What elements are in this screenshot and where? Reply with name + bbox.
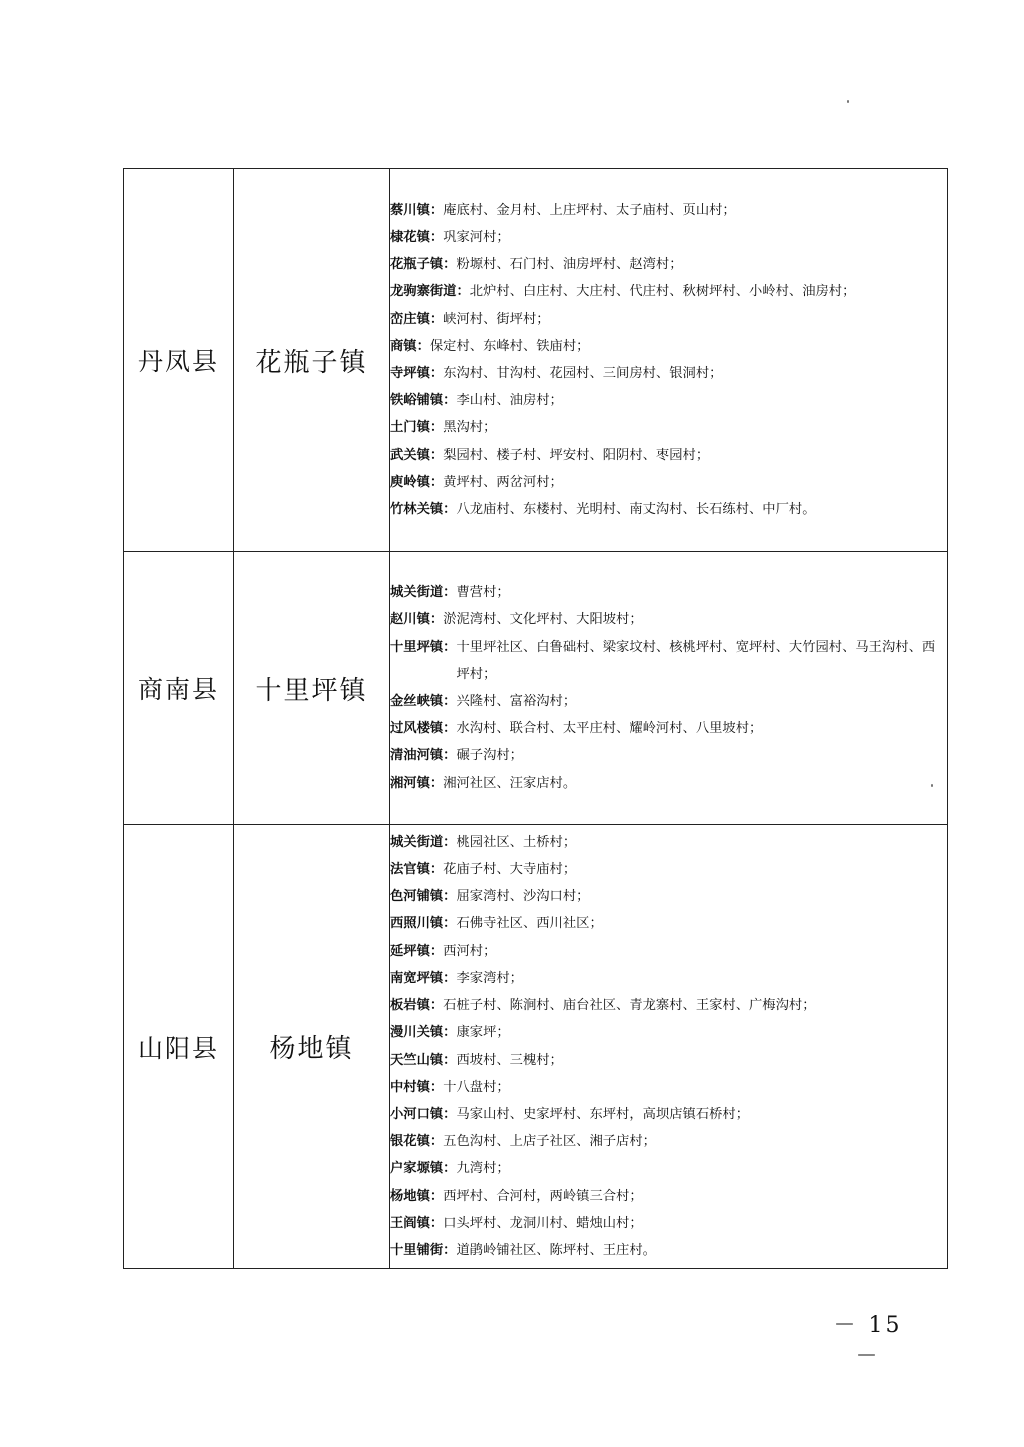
entry-village-list: 十八盘村； bbox=[443, 1079, 510, 1095]
selected-town-cell: 杨地镇 bbox=[234, 825, 390, 1269]
entry-village-list: 屈家湾村、沙沟口村； bbox=[456, 889, 590, 905]
entry-village-list: 庵底村、金月村、上庄坪村、太子庙村、页山村； bbox=[443, 202, 736, 218]
entry-town-name: 武关镇： bbox=[390, 447, 444, 463]
entry-village-list: 粉塬村、石门村、油房坪村、赵湾村； bbox=[456, 257, 683, 273]
entry-town-name: 过风楼镇： bbox=[390, 721, 457, 737]
entry-town-name: 南宽坪镇： bbox=[390, 970, 457, 986]
entry-town-name: 寺坪镇： bbox=[390, 366, 444, 381]
page-number: － 15 － bbox=[833, 1313, 903, 1369]
entry-village-list: 西坡村、三槐村； bbox=[456, 1052, 563, 1068]
entry-town-name: 城关街道： bbox=[390, 834, 457, 850]
entry-town-name: 王阎镇： bbox=[390, 1215, 444, 1231]
entry-town-name: 法官镇： bbox=[390, 862, 444, 878]
villages-cell bbox=[390, 169, 948, 552]
village-entry bbox=[390, 251, 947, 278]
entry-village-list: 西河村； bbox=[443, 943, 497, 959]
entry-town-name: 板岩镇： bbox=[390, 998, 444, 1014]
entry-town-name: 西照川镇： bbox=[390, 916, 457, 932]
village-entry bbox=[390, 496, 947, 523]
entry-village-list: 八龙庙村、东楼村、光明村、南丈沟村、长石练村、中厂村。 bbox=[456, 502, 816, 518]
selected-town-cell: 花瓶子镇 bbox=[234, 169, 390, 552]
village-entry bbox=[390, 1210, 947, 1237]
entry-town-name: 土门镇： bbox=[390, 420, 444, 436]
village-entry bbox=[390, 829, 947, 856]
village-entry bbox=[390, 1128, 947, 1155]
entry-village-list: 康家坪； bbox=[456, 1025, 510, 1041]
village-entry bbox=[390, 715, 947, 742]
entry-village-list: 东沟村、甘沟村、花园村、三间房村、银洞村； bbox=[443, 366, 723, 381]
village-entry bbox=[390, 1074, 947, 1101]
entry-village-list: 黑沟村； bbox=[443, 420, 497, 436]
entry-village-list: 花庙子村、大寺庙村； bbox=[443, 862, 577, 878]
village-entry bbox=[390, 442, 947, 469]
entry-town-name: 龙驹寨街道： bbox=[390, 284, 470, 300]
villages-cell bbox=[390, 552, 948, 825]
entry-village-list: 梨园村、楼子村、坪安村、阳阴村、枣园村； bbox=[443, 447, 710, 463]
village-entry bbox=[390, 992, 947, 1019]
selected-town-cell: 十里坪镇 bbox=[234, 552, 390, 825]
entry-village-list: 石佛寺社区、西川社区； bbox=[456, 916, 603, 932]
village-entry bbox=[390, 883, 947, 910]
entry-town-name: 漫川关镇： bbox=[390, 1025, 457, 1041]
scan-speck bbox=[847, 100, 849, 103]
village-entry bbox=[390, 634, 947, 688]
village-entry bbox=[390, 1101, 947, 1128]
entry-town-name: 银花镇： bbox=[390, 1134, 444, 1150]
county-cell: 商南县 bbox=[124, 552, 234, 825]
entry-town-name: 赵川镇： bbox=[390, 612, 444, 628]
entry-town-name: 杨地镇： bbox=[390, 1188, 444, 1204]
village-entry bbox=[390, 742, 947, 769]
entry-town-name: 延坪镇： bbox=[390, 943, 444, 959]
entry-town-name: 十里坪镇： bbox=[390, 639, 457, 655]
village-entry bbox=[390, 224, 947, 251]
entry-village-list: 北炉村、白庄村、大庄村、代庄村、秋树坪村、小岭村、油房村； bbox=[469, 284, 856, 300]
entry-village-list: 九湾村； bbox=[456, 1161, 510, 1177]
entry-village-list: 五色沟村、上店子社区、湘子店村； bbox=[443, 1134, 656, 1150]
entry-village-list: 保定村、东峰村、铁庙村； bbox=[429, 338, 590, 354]
village-entry bbox=[390, 770, 947, 797]
entry-village-list: 水沟村、联合村、太平庄村、耀岭河村、八里坡村； bbox=[456, 721, 763, 737]
entry-village-list: 曹营村； bbox=[456, 585, 510, 601]
entry-village-list: 湘河社区、汪家店村。 bbox=[443, 775, 577, 791]
village-entry bbox=[390, 360, 947, 387]
entry-village-list: 李山村、油房村； bbox=[456, 393, 563, 409]
entry-town-name: 清油河镇： bbox=[390, 748, 457, 764]
entry-village-list: 石桩子村、陈涧村、庙台社区、青龙寨村、王家村、广梅沟村； bbox=[443, 998, 816, 1014]
entry-town-name: 十里铺街： bbox=[390, 1242, 457, 1258]
village-entry bbox=[390, 579, 947, 606]
village-entry bbox=[390, 306, 947, 333]
village-entry bbox=[390, 387, 947, 414]
village-entry bbox=[390, 938, 947, 965]
entry-village-list: 口头坪村、龙洞川村、蜡烛山村； bbox=[443, 1215, 643, 1231]
village-entry bbox=[390, 469, 947, 496]
table-row bbox=[124, 825, 948, 1269]
village-entry bbox=[390, 910, 947, 937]
entry-town-name: 庾岭镇： bbox=[390, 474, 444, 490]
village-entry bbox=[390, 278, 947, 305]
village-table bbox=[123, 168, 948, 1269]
village-entry bbox=[390, 1019, 947, 1046]
village-entry bbox=[390, 197, 947, 224]
entry-village-list: 道鹃岭铺社区、陈坪村、王庄村。 bbox=[456, 1242, 656, 1258]
table-row bbox=[124, 552, 948, 825]
entry-village-list: 峡河村、街坪村； bbox=[443, 311, 550, 327]
entry-village-list: 巩家河村； bbox=[443, 229, 510, 245]
entry-town-name: 湘河镇： bbox=[390, 775, 444, 791]
entry-village-list: 桃园社区、土桥村； bbox=[456, 834, 577, 850]
county-cell: 山阳县 bbox=[124, 825, 234, 1269]
table-body bbox=[124, 169, 948, 1269]
village-entry bbox=[390, 965, 947, 992]
village-entry bbox=[390, 688, 947, 715]
village-entry bbox=[390, 1155, 947, 1182]
village-entry bbox=[390, 414, 947, 441]
village-entry bbox=[390, 1047, 947, 1074]
village-entry bbox=[390, 1237, 947, 1264]
entry-village-list: 西坪村、合河村，两岭镇三合村； bbox=[443, 1188, 643, 1204]
entry-town-name: 铁峪铺镇： bbox=[390, 393, 457, 409]
village-entry bbox=[390, 856, 947, 883]
village-entry bbox=[390, 333, 947, 360]
entry-town-name: 棣花镇： bbox=[390, 229, 444, 245]
entry-village-list: 碾子沟村； bbox=[456, 748, 523, 764]
village-entry bbox=[390, 606, 947, 633]
entry-village-list: 十里坪社区、白鲁础村、梁家坟村、核桃坪村、宽坪村、大竹园村、马王沟村、西坪村； bbox=[456, 639, 936, 682]
entry-village-list: 黄坪村、两岔河村； bbox=[443, 474, 563, 490]
village-entry bbox=[390, 1183, 947, 1210]
entry-town-name: 户家塬镇： bbox=[390, 1161, 457, 1177]
entry-town-name: 城关街道： bbox=[390, 585, 457, 601]
table-row bbox=[124, 169, 948, 552]
entry-town-name: 竹林关镇： bbox=[390, 502, 457, 518]
county-cell: 丹凤县 bbox=[124, 169, 234, 552]
entry-village-list: 兴隆村、富裕沟村； bbox=[456, 694, 577, 709]
entry-town-name: 中村镇： bbox=[390, 1079, 444, 1095]
entry-town-name: 蔡川镇： bbox=[390, 202, 444, 218]
entry-town-name: 商镇： bbox=[390, 338, 430, 354]
entry-town-name: 天竺山镇： bbox=[390, 1052, 457, 1068]
entry-village-list: 马家山村、史家坪村、东坪村，高坝店镇石桥村； bbox=[456, 1106, 750, 1122]
entry-town-name: 峦庄镇： bbox=[390, 311, 444, 327]
entry-town-name: 花瓶子镇： bbox=[390, 257, 457, 273]
entry-town-name: 小河口镇： bbox=[390, 1106, 457, 1122]
entry-town-name: 色河铺镇： bbox=[390, 889, 457, 905]
villages-cell bbox=[390, 825, 948, 1269]
entry-village-list: 李家湾村； bbox=[456, 970, 523, 986]
entry-town-name: 金丝峡镇： bbox=[390, 694, 457, 709]
entry-village-list: 淤泥湾村、文化坪村、大阳坡村； bbox=[443, 612, 643, 628]
